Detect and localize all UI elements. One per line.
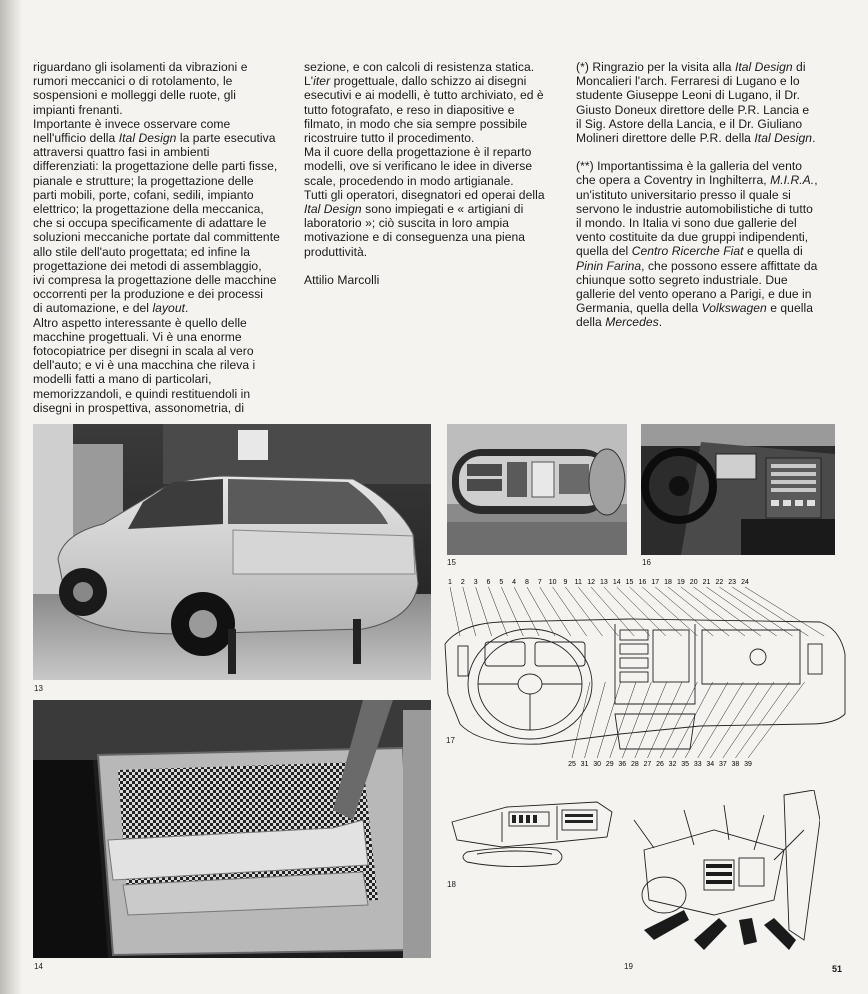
footnote-2-em-a: M.I.R.A.: [770, 173, 815, 188]
callout-label-bottom: 32: [668, 761, 677, 768]
callout-leader-line: [617, 587, 666, 636]
figure-17-dashboard-diagram: [440, 574, 860, 770]
callout-label-top: 20: [689, 579, 698, 586]
callout-label-top: 15: [625, 579, 634, 586]
footnote-2-text-d: , che possono essere affittate da chiunque sotto segreto industriale. Due gallerie del vento operano a Parigi, e due in Germania, quella della: [576, 258, 818, 316]
footnote-2: [576, 159, 856, 329]
callout-label-top: 17: [651, 579, 660, 586]
figure-14-door-panel-photo: [33, 700, 431, 958]
callout-label-top: 16: [638, 579, 647, 586]
callout-label-top: 19: [676, 579, 685, 586]
footnote-1-text-a: (*) Ringrazio per la visita alla: [576, 60, 735, 74]
callout-label-bottom: 35: [681, 761, 690, 768]
callout-label-bottom: 38: [731, 761, 740, 768]
figure-15-instrument-model-photo: [447, 424, 627, 555]
footnote-2-text-e: e quella della: [576, 301, 813, 330]
col2-text-c: sono impiegati e « artigiani di laboratorio »; ciò suscita in loro ampia motivazione e di conseguenza una piena produttività.: [304, 202, 526, 259]
callout-leader-line: [745, 587, 824, 636]
callout-label-bottom: 29: [605, 761, 614, 768]
callout-leader-line: [723, 682, 774, 758]
callout-label-bottom: 39: [744, 761, 752, 768]
callout-label-top: 24: [741, 579, 749, 586]
callout-leader-line: [647, 682, 682, 758]
callout-leader-line: [476, 587, 492, 636]
footnote-2-text-f: .: [658, 315, 663, 330]
callout-label-bottom: 34: [706, 761, 715, 768]
callout-label-top: 1: [448, 579, 452, 586]
callout-label-top: 12: [587, 579, 595, 586]
callout-leader-line: [735, 682, 789, 758]
page-number: 51: [832, 964, 843, 974]
footnote-1-em-a: Ital Design: [734, 60, 793, 74]
figure-18-dashboard-assembly-drawing: [447, 792, 617, 878]
callout-label-top: 4: [512, 579, 517, 586]
col1-text-b: la parte esecutiva attraversi quattro fasi in ambienti differenziati: la progettazione delle parti fisse, pianale e strutture; la progettazione delle parti mobili, porte, cofani, sedili, impianto elettrico; la progettazione della meccanica, che si occupa specificamente di adattare le soluzioni meccaniche portate dal committente allo stile dell'auto progettata; ed infine la progettazione dei metodi di assemblaggio, ivi compresa la progettazione delle macchine occorrenti per la produzione e dei processi di automazione, e del: [33, 131, 280, 316]
callout-label-top: 11: [574, 579, 582, 586]
callout-label-top: 10: [548, 579, 557, 586]
callout-leader-line: [635, 682, 667, 758]
footnote-2-text-b: , un'istituto universitario presso il quale si servono le industrie automobilistiche di tutto il mondo. In Italia vi sono due gallerie del vento costituite da due gruppi indipendenti, quella del: [576, 173, 818, 259]
callout-leader-line: [604, 587, 650, 636]
callout-label-bottom: 26: [656, 761, 664, 768]
callout-label-bottom: 36: [618, 761, 627, 768]
figure-15-caption: 15: [447, 558, 456, 567]
footnote-2-text-a: (**) Importantissima è la galleria del vento che opera a Coventry in Inghilterra,: [576, 159, 803, 188]
col1-em-ital-design: Ital Design: [118, 131, 177, 146]
footnote-2-text-c: e quella di: [747, 244, 803, 259]
footnote-1-text-b: di Moncalieri l'arch. Ferraresi di Lugano e lo studente Giuseppe Leoni di Lugano, il Dr. Giusto Doneux direttore delle P.R. Lancia e il Sig. Astore della Lancia, e il Dr. Giuliano Molineri direttore delle P.R. della: [576, 60, 810, 146]
col2-em-ital-design: Ital Design: [304, 202, 362, 217]
callout-label-top: 7: [537, 579, 542, 586]
callout-label-top: 21: [702, 579, 711, 586]
col1-em-layout: layout: [152, 301, 186, 316]
callout-leader-line: [610, 682, 636, 758]
figure-16-caption: 16: [642, 558, 651, 567]
figure-17-caption: 17: [446, 736, 455, 745]
callout-leader-line: [748, 682, 805, 758]
callout-label-top: 22: [715, 579, 724, 586]
callout-label-top: 6: [486, 579, 491, 586]
callout-leader-line: [707, 587, 777, 636]
callout-leader-line: [597, 682, 621, 758]
callout-leader-line: [450, 587, 460, 636]
figure-19-caption: 19: [624, 962, 633, 971]
callout-label-top: 23: [728, 579, 737, 586]
footnote-2-em-b: Centro Ricerche Fiat: [631, 244, 744, 259]
callout-leader-line: [630, 587, 682, 636]
footnote-1: [576, 60, 856, 145]
page-spine-shadow: [0, 0, 22, 994]
callout-label-top: 2: [460, 579, 465, 586]
callout-label-bottom: 25: [568, 761, 576, 768]
text-column-2: [304, 60, 566, 287]
callout-label-bottom: 33: [693, 761, 702, 768]
footnote-2-em-e: Mercedes: [605, 315, 659, 330]
figure-18-caption: 18: [447, 880, 456, 889]
footnote-2-em-c: Pinin Farina: [576, 258, 642, 273]
callout-label-top: 18: [664, 579, 672, 586]
callout-leader-line: [710, 682, 758, 758]
callout-label-top: 9: [563, 579, 568, 586]
callout-label-top: 3: [473, 579, 478, 586]
figure-16-dashboard-photo: [641, 424, 835, 555]
callout-leader-line: [719, 587, 792, 636]
callout-label-bottom: 30: [593, 761, 602, 768]
callout-leader-line: [732, 587, 808, 636]
col1-text-c: . Altro aspetto interessante è quello delle macchine progettuali. Vi è una enorme fotocopiatrice per disegni in scala al vero dell'auto; e vi è una macchina che rileva i modelli fatti a mano di particolari, memorizzandoli, e quindi restituendoli in disegni in prospettiva, assonometria, di: [33, 301, 256, 415]
callout-label-top: 13: [600, 579, 608, 586]
callout-label-top: 14: [612, 579, 621, 586]
col1-text-a: riguardano gli isolamenti da vibrazioni e rumori meccanici o di rotolamento, le sospensioni e molleggi delle ruote, gli impianti frenanti. Importante è invece osservare come nell'ufficio della: [33, 60, 248, 146]
callout-leader-line: [668, 587, 729, 636]
callout-label-top: 8: [525, 579, 529, 586]
footnote-1-text-c: .: [812, 131, 816, 146]
text-column-1: [33, 60, 295, 415]
figure-14-caption: 14: [34, 962, 43, 971]
callout-leader-line: [553, 587, 587, 636]
callout-leader-line: [642, 587, 697, 636]
callout-leader-line: [622, 682, 651, 758]
col2-text-a: sezione, e con calcoli di resistenza statica. L': [304, 60, 535, 89]
callout-leader-line: [694, 587, 761, 636]
figure-19-exploded-dashboard-drawing: [624, 790, 820, 958]
article-author: Attilio Marcolli: [304, 272, 380, 287]
callout-label-bottom: 28: [630, 761, 639, 768]
callout-label-bottom: 31: [580, 761, 589, 768]
footnote-1-em-b: Ital Design: [754, 131, 813, 146]
callout-leader-line: [681, 587, 745, 636]
figure-13-car-model-photo: [33, 424, 431, 680]
text-column-3-footnotes: [576, 60, 856, 330]
callout-label-top: 5: [499, 579, 504, 586]
figure-13-caption: 13: [34, 684, 43, 693]
col2-em-iter: iter: [313, 74, 331, 89]
callout-leader-line: [540, 587, 571, 636]
col2-text-b: progettuale, dallo schizzo ai disegni esecutivi e ai modelli, è tutto archiviato, ed è tutto fotografato, e reso in diapositive e filmato, in modo che sia sempre possibile ricostruire tutto il procedimento. Ma il cuore della progettazione è il reparto modelli, ove si verificano le idee in diverse scale, procedendo in modo artigianale. Tutti gli operatori, disegnatori ed operai della: [304, 74, 545, 202]
callout-leader-line: [655, 587, 713, 636]
callout-label-bottom: 37: [718, 761, 727, 768]
callout-leader-line: [585, 682, 606, 758]
callout-leader-line: [698, 682, 744, 758]
callout-label-bottom: 27: [643, 761, 652, 768]
footnote-2-em-d: Volkswagen: [701, 301, 767, 316]
